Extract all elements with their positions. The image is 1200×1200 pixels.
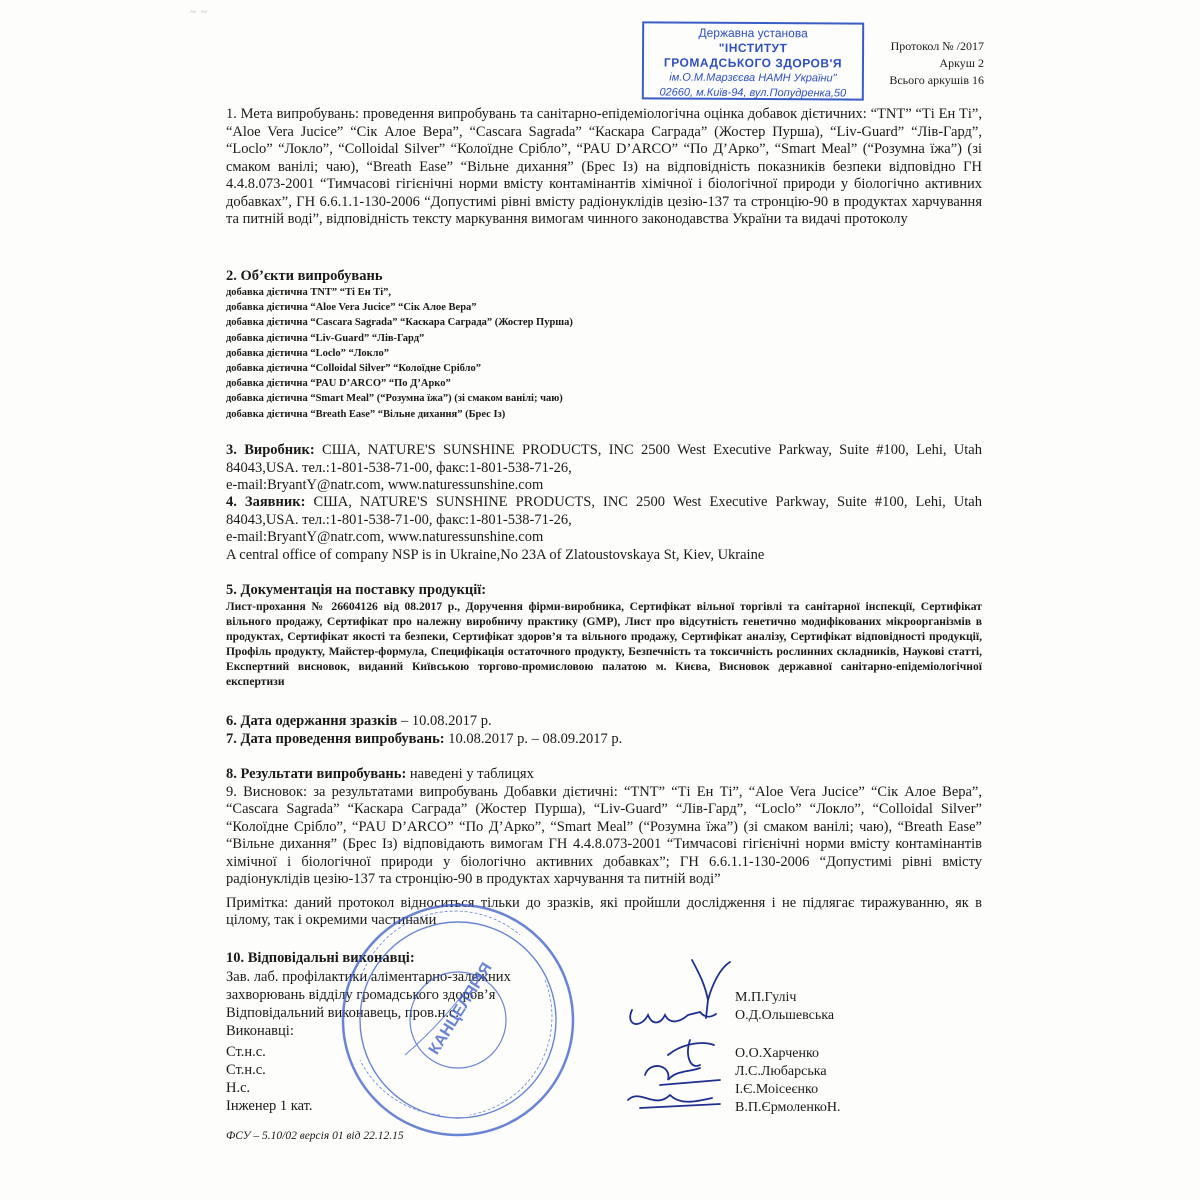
note-text: Примітка: даний протокол відноситься тільки до зразків, які пройшли дослідження і не підлягає тиражуванню, як в цілому, так і окремими частинами: [226, 894, 982, 928]
handwritten-mark: ~ ~: [190, 6, 208, 18]
section-label: 4. Заявник:: [226, 494, 306, 510]
section-heading: 10. Відповідальні виконавці:: [226, 950, 415, 966]
list-item: добавка дієтична “Aloe Vera Jucice” “Сік Алое Вера”: [226, 302, 477, 314]
receipt-date-line: [226, 713, 982, 731]
section-applicant: [226, 494, 982, 564]
results-value: наведені у таблицях: [406, 766, 534, 782]
section-purpose: 1. Мета випробувань: проведення випробувань та санітарно-епідеміологічна оцінка добавок дієтичних: “TNT” “Ті Ен Ті”, “Aloe Vera Jucice” “Сік Алое Вера”, “Cascara Sagrada” “Каскара Саграда” (Жостер Пурша), “Liv-Guard” “Лів-Гард”, “Loclo” “Локло”, “Colloidal Silver” “Колоїдне Срібло”, “PAU D’ARCO” “По Д’Арко”, “Smart Meal” (“Розумна їжа”) (зі смаком ванілі; чаю), “Breath Ease” “Вільне дихання” (Брес Із) на відповідність показників безпеки відповідно ГН 4.4.8.073-2001 “Тимчасові гігієнічні норми вмісту контамінантів хімічної і біологічної природи у біологічно активних добавках”, ГН 6.6.1.1-130-2006 “Допустимі рівні вмісту радіонуклідів цезію-137 та стронцію-90 в продуктах харчування та питній воді”, відповідність тексту маркування вимогам чинного законодавства України та видачі протоколу: [226, 106, 982, 227]
executors-list: [226, 968, 511, 1115]
executor-line: Виконавці:: [226, 1023, 294, 1039]
section-heading: 5. Документація на поставку продукції:: [226, 582, 487, 598]
applicant-office: A central office of company NSP is in Ukraine,No 23A of Zlatoustovskaya St, Kiev, Ukraine: [226, 546, 765, 563]
round-stamp-text: КАНЦЕЛЯРІЯ: [425, 960, 496, 1058]
signature-1: [692, 960, 730, 1018]
institution-stamp: [642, 21, 864, 100]
section-dates: [226, 713, 982, 748]
conclusion-text: 9. Висновок: за результатами випробувань Добавки дієтичні: “TNT” “Ті Ен Ті”, “Aloe Vera Jucice” “Сік Алое Вера”, “Cascara Sagrada” “Каскара Саграда” (Жостер Пурша), “Liv-Guard” “Лів-Гард”, “Loclo” “Локло”, “Colloidal Silver” “Колоїдне Срібло”, “PAU D’ARCO” “По Д’Арко”, “Smart Meal” (“Розумна їжа”) (зі смаком ванілі; чаю), “Breath Ease” “Вільне дихання” (Брес Із) відповідають вимогам ГН 4.4.8.073-2001 “Тимчасові гігієнічні норми вмісту контамінантів хімічної і біологічної природи у біологічно активних добавках”; ГН 6.6.1.1-130-2006 “Допустимі рівні вмісту радіонуклідів цезію-137 та стронцію-90 в продуктах харчування та питній воді”: [226, 783, 982, 887]
list-item: добавка дієтична “Liv-Guard” “Лів-Гард”: [226, 332, 425, 344]
list-item: добавка дієтична TNT” “Ті Ен Ті”,: [226, 287, 392, 298]
section-objects: [226, 268, 982, 422]
executor-line: Ст.н.с.: [226, 1044, 266, 1060]
stamp-line: ім.О.М.Марзєєва НАМН України": [669, 71, 837, 85]
stamp-line: Державна установа: [698, 25, 808, 41]
objects-list: [226, 285, 982, 422]
executor-name: І.Є.Моісеєнко: [735, 1082, 819, 1097]
list-item: добавка дієтична “PAU D’ARCO” “По Д’Арко”: [226, 378, 451, 390]
protocol-number: Протокол № /2017: [890, 39, 984, 53]
receipt-date: – 10.08.2017 р.: [397, 713, 492, 729]
executor-line: Відповідальний виконавець, пров.н.с.: [226, 1005, 460, 1021]
executor-name: В.П.ЄрмоленкоН.: [735, 1100, 841, 1115]
manufacturer-email: e-mail:BryantY@natr.com, www.naturessunshine.com: [226, 477, 544, 493]
section-documentation: [226, 582, 982, 689]
executor-name: М.П.Гуліч: [735, 990, 797, 1005]
test-dates: 10.08.2017 р. – 08.09.2017 р.: [444, 730, 623, 747]
executor-line: Н.с.: [226, 1080, 251, 1096]
results-line: [226, 766, 982, 784]
signature-4: [645, 1066, 720, 1085]
applicant-text: США, NATURE'S SUNSHINE PRODUCTS, INC 2500 West Executive Parkway, Suite #100, Lehi, Utah 84043,USA. тел.:1-801-538-71-00, факс:1-801-538-71-26,: [226, 494, 982, 528]
applicant-email: e-mail:BryantY@natr.com, www.naturessunshine.com: [226, 529, 544, 545]
list-item: добавка дієтична “Cascara Sagrada” “Каскара Саграда” (Жостер Пурша): [226, 317, 573, 329]
test-dates-line: [226, 731, 982, 749]
section-label: 8. Результати випробувань:: [226, 766, 407, 782]
sheet-number: Аркуш 2: [939, 56, 984, 70]
list-item: добавка дієтична “Breath Ease” “Вільне дихання” (Брес Із): [226, 408, 506, 420]
stamp-line: 02660, м.Київ-94, вул.Попудренка,50: [659, 86, 847, 100]
stamp-line: "ІНСТИТУТ: [718, 40, 788, 56]
total-sheets: Всього аркушів 16: [889, 73, 984, 87]
executor-line: Зав. лаб. профілактики аліментарно-залежних: [226, 969, 511, 985]
form-footer: ФСУ – 5.10/02 версія 01 від 22.12.15: [226, 1130, 404, 1142]
section-manufacturer: [226, 442, 982, 495]
documentation-text: Лист-прохання № 26604126 від 08.2017 р., Доручення фірми-виробника, Сертифікат вільної торгівлі та санітарної інспекції, Сертифікат вільного продажу, Сертифікат про належну виробничу практику (GMP), Лист про відсутність генетично модифікованих мікроорганізмів в продуктах, Сертифікат якості та безпеки, Сертифікат здоров’я та вільного продажу, Сертифікат аналізу, Сертифікат відповідності продукції, Профіль продукту, Майстер-формула, Специфікація остаточного продукту, Безпечність та токсичність рослинних складників, Наукові статті, Експертний висновок, виданий Київською торгово-промисловою палатою м. Києва, Висновок державної санітарно-епідеміологічної експертизи: [226, 600, 982, 688]
executor-line: Інженер 1 кат.: [226, 1098, 313, 1114]
executor-name: О.О.Харченко: [735, 1046, 820, 1061]
list-item: добавка дієтична “Colloidal Silver” “Колоїдне Срібло”: [226, 363, 482, 375]
handwritten-signatures: [628, 960, 730, 1108]
signature-3: [668, 1040, 714, 1066]
section-label: 6. Дата одержання зразків: [226, 713, 398, 729]
signature-5: [628, 1095, 720, 1108]
protocol-header: [889, 38, 984, 89]
list-item: добавка дієтична “Loclo” “Локло”: [226, 347, 390, 359]
executor-line: захворювань відділу громадського здоров’я: [226, 987, 496, 1003]
list-item: добавка дієтична “Smart Meal” (“Розумна їжа”) (зі смаком ванілі; чаю): [226, 393, 563, 405]
section-label: 7. Дата проведення випробувань:: [226, 730, 445, 747]
executor-line: Ст.н.с.: [226, 1062, 266, 1078]
section-label: 3. Виробник:: [226, 442, 315, 458]
section-results: [226, 766, 982, 930]
executor-name: О.Д.Ольшевська: [735, 1008, 835, 1023]
signature-2: [630, 1010, 716, 1024]
manufacturer-text: США, NATURE'S SUNSHINE PRODUCTS, INC 2500 West Executive Parkway, Suite #100, Lehi, Utah 84043,USA. тел.:1-801-538-71-00, факс:1-801-538-71-26,: [226, 442, 982, 476]
stamp-line: ГРОМАДСЬКОГО ЗДОРОВ'Я: [663, 55, 843, 71]
executor-name: Л.С.Любарська: [735, 1064, 827, 1079]
section-heading: 2. Об’єкти випробувань: [226, 268, 383, 284]
